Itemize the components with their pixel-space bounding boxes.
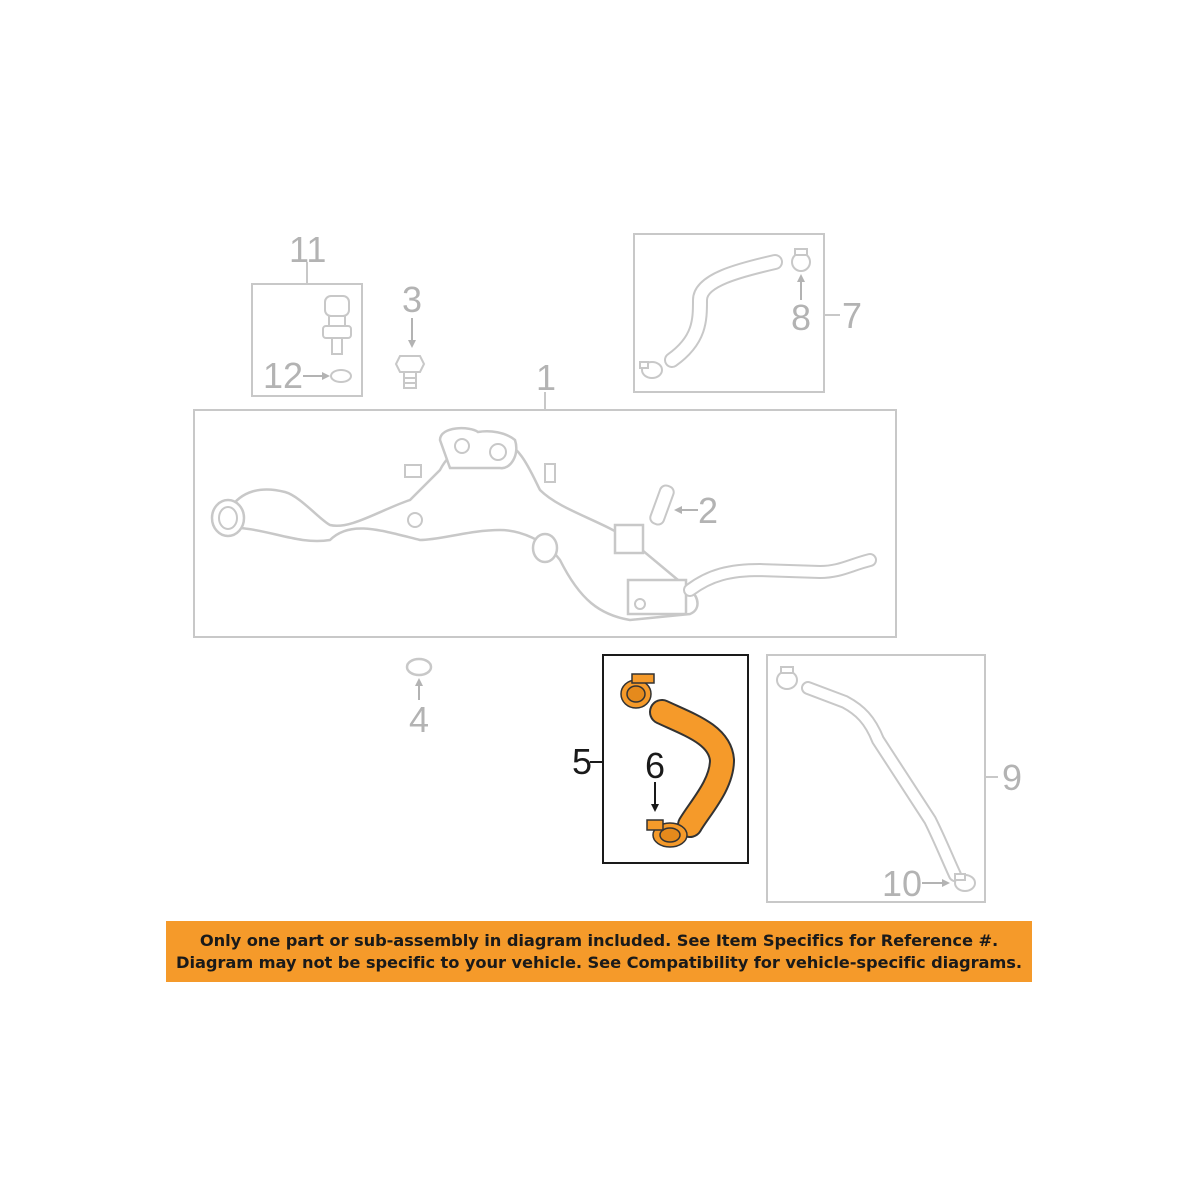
callout-7: 7 bbox=[842, 295, 863, 336]
callout-1: 1 bbox=[536, 357, 557, 398]
callout-10: 10 bbox=[882, 863, 923, 904]
disclaimer-banner bbox=[166, 921, 1032, 982]
clamp-lower-icon bbox=[640, 362, 662, 378]
disclaimer-line-2: Diagram may not be specific to your vehicle. See Compatibility for vehicle-specific diagrams. bbox=[176, 952, 1022, 972]
group-1-water-outlet bbox=[194, 392, 896, 637]
callout-11: 11 bbox=[289, 229, 327, 270]
callout-6: 6 bbox=[645, 745, 666, 786]
group-5-highlighted-hose bbox=[590, 655, 748, 863]
callout-4: 4 bbox=[409, 699, 430, 740]
temperature-sensor-icon bbox=[323, 296, 351, 354]
clamp-top-icon bbox=[621, 674, 654, 708]
callout-3: 3 bbox=[402, 279, 423, 320]
clamp-top-right-icon bbox=[777, 667, 797, 689]
callout-5: 5 bbox=[572, 741, 593, 782]
clamp-10-icon bbox=[955, 874, 975, 891]
pipe-9-icon bbox=[808, 688, 955, 875]
disclaimer-line-1: Only one part or sub-assembly in diagram included. See Item Specifics for Reference #. bbox=[199, 930, 999, 950]
callout-2: 2 bbox=[698, 490, 719, 531]
callout-12: 12 bbox=[263, 355, 304, 396]
clamp-8-icon bbox=[792, 249, 810, 271]
gasket-4-icon bbox=[407, 659, 431, 675]
pin-2-icon bbox=[649, 484, 676, 526]
callout-9: 9 bbox=[1002, 757, 1023, 798]
bolt-3-icon bbox=[396, 356, 424, 388]
callout-8: 8 bbox=[791, 297, 812, 338]
o-ring-12-icon bbox=[331, 370, 351, 382]
